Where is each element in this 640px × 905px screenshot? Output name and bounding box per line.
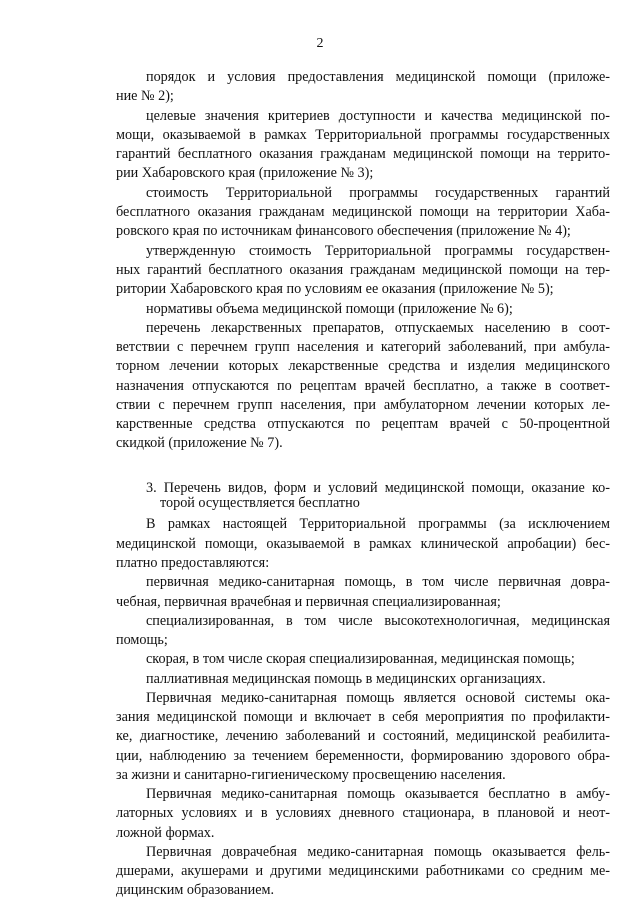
paragraph-line: ритории Хабаровского края по условиям ее оказания (приложение № 5);	[116, 281, 554, 297]
paragraph-line: нормативы объема медицинской помощи (приложение № 6);	[146, 300, 513, 317]
paragraph-line: медицинской помощи, оказываемой в рамках клинической апробации) бес-	[116, 535, 610, 552]
paragraph-line: помощь;	[116, 632, 168, 648]
paragraph-line: Первичная медико-санитарная помощь оказывается бесплатно в амбу-	[146, 786, 610, 802]
paragraph-line: гарантий бесплатного оказания гражданам медицинской помощи на террито-	[116, 146, 610, 162]
paragraph-line: ствии с перечнем групп населения, при амбулаторном лечении которых ле-	[116, 396, 610, 413]
paragraph-line: ции, наблюдению за течением беременности, формированию здорового обра-	[116, 747, 610, 764]
paragraph-line: назначения отпускаются по рецептам врачей бесплатно, а также в соответ-	[116, 377, 610, 394]
paragraph-line: за жизни и санитарно-гигиеническому просвещению населения.	[116, 766, 506, 783]
paragraph-line: мощи, оказываемой в рамках Территориальной программы государственных	[116, 127, 610, 143]
paragraph-line: латорных условиях и в условиях дневного стационара, в плановой и неот-	[116, 805, 610, 821]
paragraph-line: целевые значения критериев доступности и качества медицинской по-	[146, 107, 610, 124]
paragraph-line: Первичная медико-санитарная помощь является основой системы ока-	[146, 689, 610, 706]
page-number: 2	[316, 36, 324, 51]
paragraph-line: В рамках настоящей Территориальной программы (за исключением	[146, 516, 610, 532]
paragraph-line: ных гарантий бесплатного оказания гражданам медицинской помощи на тер-	[116, 262, 610, 278]
paragraph-line: скидкой (приложение № 7).	[116, 435, 283, 451]
paragraph-line: порядок и условия предоставления медицинской помощи (приложе-	[146, 69, 610, 85]
section-heading	[146, 481, 610, 511]
section-heading-line: 3. Перечень видов, форм и условий медицинской помощи, оказание ко-	[146, 480, 610, 496]
section-heading-line: торой осуществляется бесплатно	[160, 495, 360, 511]
paragraph-line: дшерами, акушерами и другими медицинскими работниками со средним ме-	[116, 863, 610, 879]
paragraph-line: специализированная, в том числе высокотехнологичная, медицинская	[146, 612, 610, 629]
paragraph-line: торном лечении которых лекарственные средства и изделия медицинского	[116, 358, 610, 374]
paragraph-line: скорая, в том числе скорая специализированная, медицинская помощь;	[146, 651, 575, 667]
paragraph-line: рии Хабаровского края (приложение № 3);	[116, 165, 374, 181]
paragraph-line: бесплатного оказания гражданам медицинской помощи на территории Хаба-	[116, 204, 610, 220]
paragraph-line: перечень лекарственных препаратов, отпускаемых населению в соот-	[146, 319, 610, 336]
paragraph-line: первичная медико-санитарная помощь, в том числе первичная довра-	[146, 574, 610, 590]
paragraph-line: стоимость Территориальной программы государственных гарантий	[146, 184, 610, 201]
paragraph-line: ветствии с перечнем групп населения и категорий заболеваний, при амбула-	[116, 339, 610, 355]
paragraph-line: ровского края по источникам финансового обеспечения (приложение № 4);	[116, 223, 571, 239]
paragraph-line: ние № 2);	[116, 88, 174, 104]
paragraph-line: ложной формах.	[116, 824, 215, 841]
paragraph-line: утвержденную стоимость Территориальной программы государствен-	[146, 242, 610, 259]
paragraph-line: зания медицинской помощи и включает в себя мероприятия по профилакти-	[116, 709, 610, 725]
paragraph-line: платно предоставляются:	[116, 554, 270, 571]
paragraph-line: Первичная доврачебная медико-санитарная помощь оказывается фель-	[146, 844, 610, 860]
paragraph-line: дицинским образованием.	[116, 882, 275, 898]
paragraph-line: паллиативная медицинская помощь в медицинских организациях.	[146, 670, 546, 687]
paragraph-line: карственные средства отпускаются по рецептам врачей с 50-процентной	[116, 416, 610, 432]
paragraph-line: ке, диагностике, лечению заболеваний и состояний, медицинской реабилита-	[116, 728, 610, 744]
paragraph-line: чебная, первичная врачебная и первичная специализированная;	[116, 593, 501, 610]
